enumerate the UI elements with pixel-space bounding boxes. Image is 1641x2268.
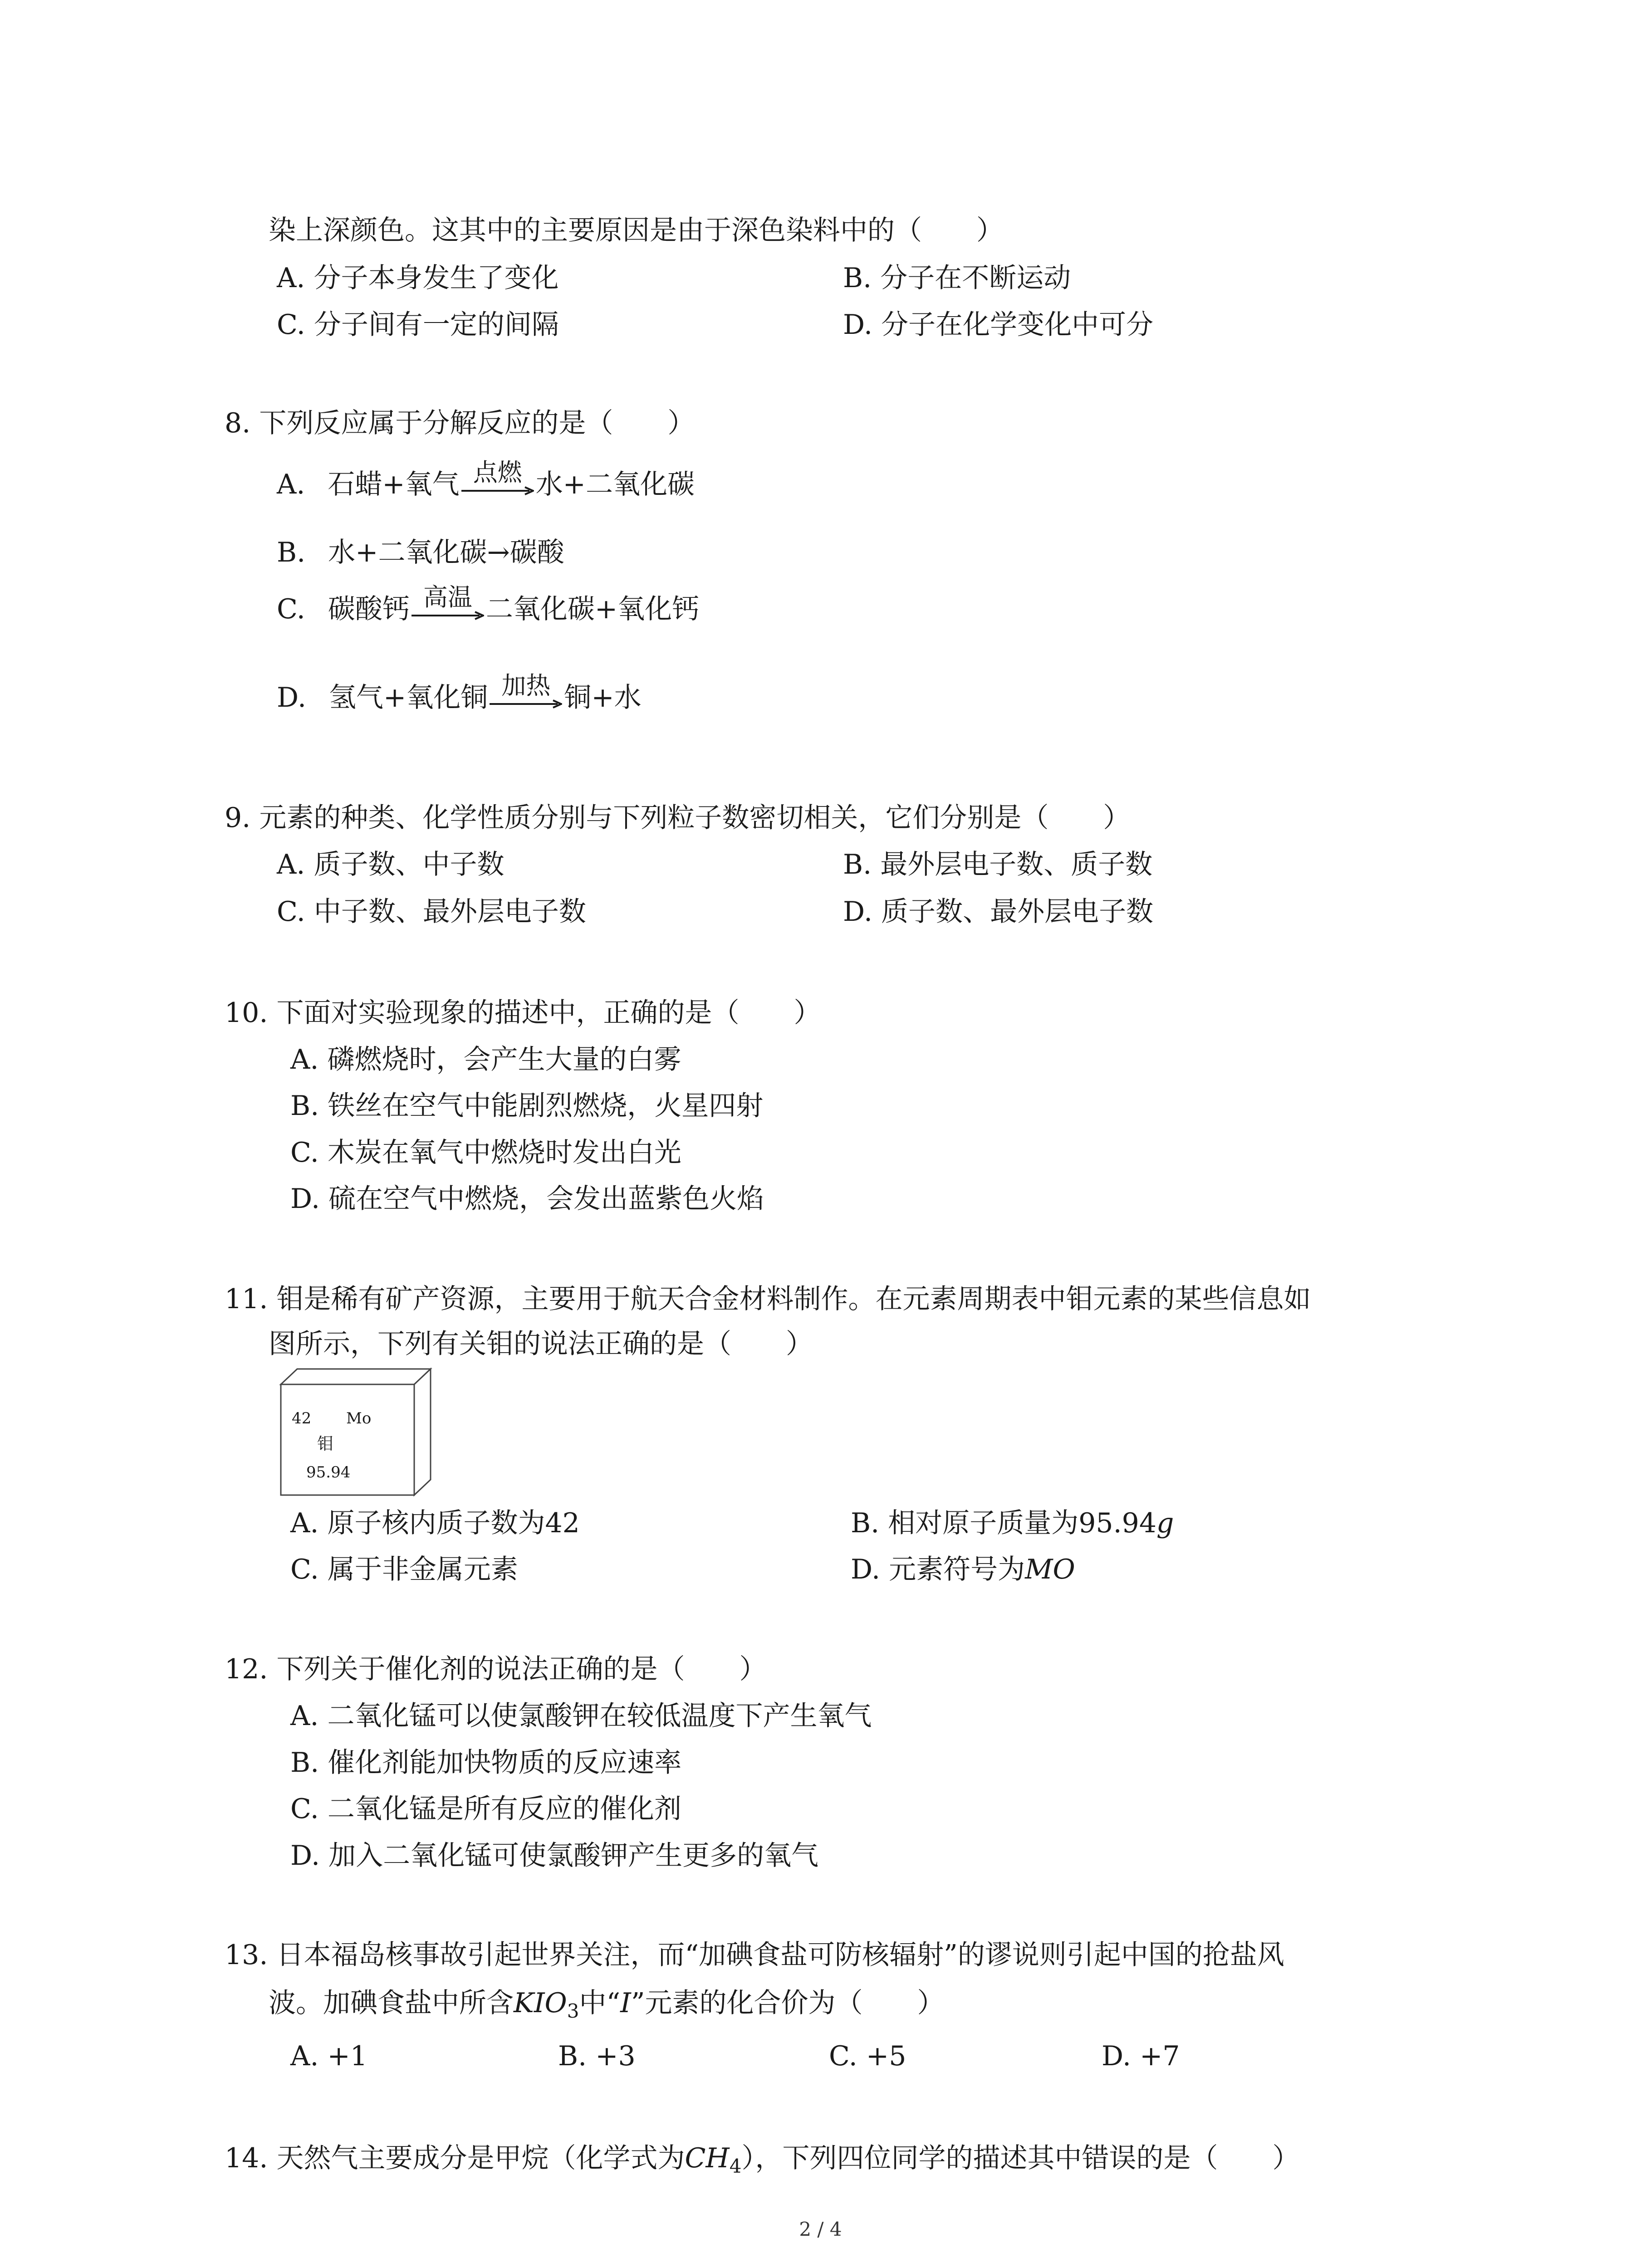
q11-d-text: D. 元素符号为 <box>851 1554 1025 1585</box>
tile-element-name: 钼 <box>317 1435 334 1453</box>
q11-stem-line1: 11. 钼是稀有矿产资源，主要用于航天合金材料制作。在元素周期表中钼元素的某些信息如 <box>225 1283 1311 1315</box>
periodic-table-tile <box>279 1366 432 1498</box>
reaction-arrow-icon <box>490 699 562 709</box>
q8-option-d <box>277 671 642 715</box>
q13-stem-line2 <box>269 1986 945 2028</box>
q9-option-a: A. 质子数、中子数 <box>277 849 505 880</box>
q8-a-products: 水+二氧化碳 <box>535 469 695 500</box>
q7-option-a: A. 分子本身发生了变化 <box>277 262 559 294</box>
q13-stem-b: 中“ <box>579 1987 621 2019</box>
q8-d-label: D. <box>277 682 307 714</box>
q13-option-a: A. +1 <box>290 2040 367 2072</box>
q11-option-b <box>851 1506 1174 1540</box>
q8-a-label: A. <box>277 469 305 500</box>
q13-element: I <box>620 1987 631 2019</box>
q11-d-symbol: MO <box>1025 1554 1075 1585</box>
q8-b-label: B. <box>277 537 306 568</box>
q14-stem <box>225 2141 1299 2184</box>
q10-option-b: B. 铁丝在空气中能剧烈燃烧，火星四射 <box>290 1090 764 1122</box>
q13-stem-c: ”元素的化合价为（ ） <box>631 1987 945 2019</box>
q13-option-d: D. +7 <box>1102 2040 1180 2072</box>
q11-option-a: A. 原子核内质子数为42 <box>290 1507 580 1539</box>
page-number: 2 / 4 <box>799 2218 842 2240</box>
q13-option-c: C. +5 <box>829 2040 906 2072</box>
q8-stem: 8. 下列反应属于分解反应的是（ ） <box>225 407 695 439</box>
q10-option-c: C. 木炭在氧气中燃烧时发出白光 <box>290 1137 681 1168</box>
q8-c-condition: 高温 <box>423 583 472 611</box>
q13-stem-a: 波。加碘食盐中所含 <box>269 1987 514 2019</box>
q11-option-c: C. 属于非金属元素 <box>290 1554 518 1585</box>
q8-d-products: 铜+水 <box>564 682 642 714</box>
q8-a-reactants: 石蜡+氧气 <box>328 469 460 500</box>
q7-option-b: B. 分子在不断运动 <box>843 262 1071 294</box>
q8-option-a <box>277 458 695 502</box>
q9-option-d: D. 质子数、最外层电子数 <box>843 896 1154 928</box>
q7-option-c: C. 分子间有一定的间隔 <box>277 309 559 341</box>
q8-d-arrow <box>490 671 562 715</box>
q8-c-arrow <box>411 583 484 626</box>
q14-formula: CH <box>685 2142 730 2174</box>
q12-option-d: D. 加入二氧化锰可使氯酸钾产生更多的氧气 <box>290 1840 819 1872</box>
q13-formula: KIO <box>514 1987 567 2019</box>
q8-c-reactants: 碳酸钙 <box>328 593 410 625</box>
q12-option-a: A. 二氧化锰可以使氯酸钾在较低温度下产生氧气 <box>290 1700 872 1732</box>
q8-b-equation: 水+二氧化碳→碳酸 <box>328 537 564 568</box>
tile-atomic-number: 42 <box>292 1409 312 1427</box>
q8-c-products: 二氧化碳+氧化钙 <box>485 593 700 625</box>
q8-d-reactants: 氢气+氧化铜 <box>329 682 488 714</box>
q12-option-b: B. 催化剂能加快物质的反应速率 <box>290 1747 682 1779</box>
q12-stem: 12. 下列关于催化剂的说法正确的是（ ） <box>225 1653 767 1685</box>
q13-option-b: B. +3 <box>558 2040 636 2072</box>
q11-b-unit: g <box>1156 1507 1174 1539</box>
q8-d-condition: 加热 <box>501 671 551 700</box>
q12-option-c: C. 二氧化锰是所有反应的催化剂 <box>290 1793 681 1825</box>
tile-element-symbol: Mo <box>346 1409 372 1427</box>
element-tile-box-icon <box>279 1366 432 1498</box>
q8-option-c <box>277 583 700 626</box>
q13-stem-line1: 13. 日本福岛核事故引起世界关注，而“加碘食盐可防核辐射”的谬说则引起中国的抢盐风 <box>225 1939 1284 1971</box>
q13-formula-subscript: 3 <box>567 2000 579 2022</box>
q14-stem-b: ），下列四位同学的描述其中错误的是（ ） <box>741 2142 1300 2174</box>
reaction-arrow-icon <box>411 611 484 620</box>
q9-option-b: B. 最外层电子数、质子数 <box>843 849 1153 880</box>
q9-option-c: C. 中子数、最外层电子数 <box>277 896 586 928</box>
q10-stem: 10. 下面对实验现象的描述中，正确的是（ ） <box>225 997 821 1029</box>
q14-stem-a: 14. 天然气主要成分是甲烷（化学式为 <box>225 2142 685 2174</box>
q11-b-text: B. 相对原子质量为95.94 <box>851 1507 1157 1539</box>
q11-stem-line2: 图所示，下列有关钼的说法正确的是（ ） <box>269 1328 813 1360</box>
reaction-arrow-icon <box>461 486 534 495</box>
q8-a-condition: 点燃 <box>473 458 522 487</box>
q8-a-arrow <box>461 458 534 502</box>
q14-formula-subscript: 4 <box>729 2155 742 2177</box>
q8-c-label: C. <box>277 593 305 625</box>
tile-atomic-mass: 95.94 <box>306 1463 351 1481</box>
q7-continuation: 染上深颜色。这其中的主要原因是由于深色染料中的（ ） <box>269 215 1004 246</box>
q11-option-d <box>851 1552 1075 1587</box>
q7-option-d: D. 分子在化学变化中可分 <box>843 309 1154 341</box>
q8-option-b <box>277 535 564 570</box>
q9-stem: 9. 元素的种类、化学性质分别与下列粒子数密切相关，它们分别是（ ） <box>225 802 1131 834</box>
q10-option-a: A. 磷燃烧时，会产生大量的白雾 <box>290 1044 681 1075</box>
q10-option-d: D. 硫在空气中燃烧，会发出蓝紫色火焰 <box>290 1183 764 1215</box>
